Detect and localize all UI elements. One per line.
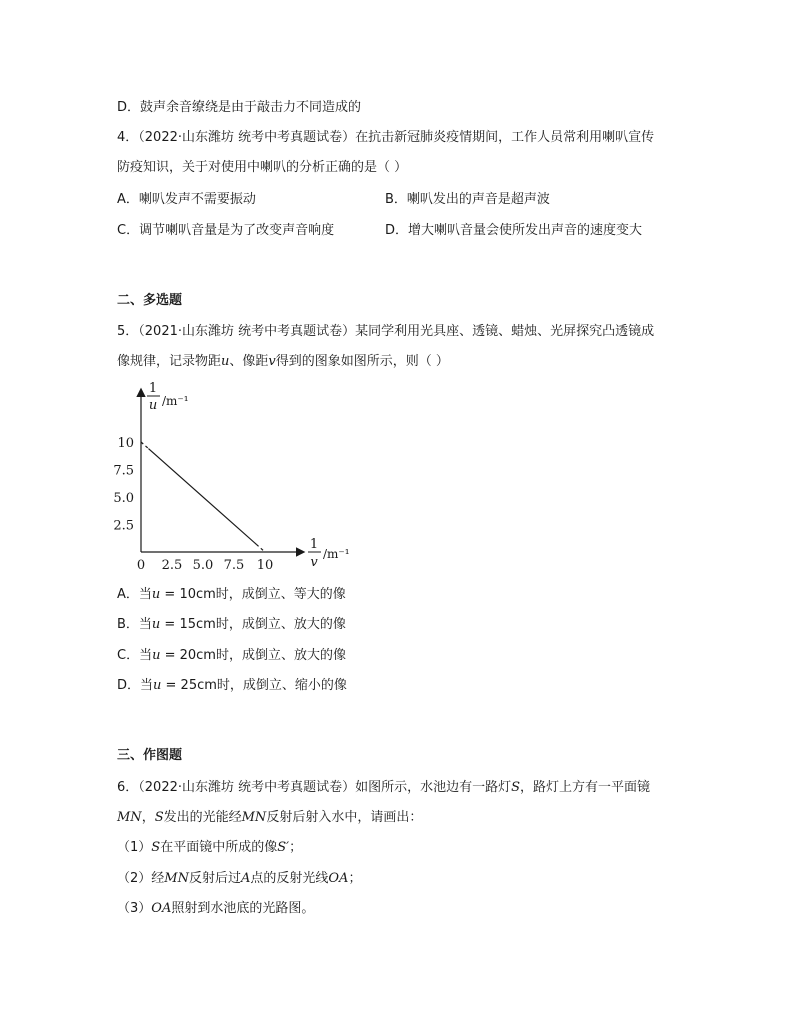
q4-stem-line1: 4．（2022·山东潍坊 统考中考真题试卷）在抗击新冠肺炎疫情期间，工作人员常利用喇叭宣传 <box>117 130 655 145</box>
y-tick-label: 10 <box>117 436 134 451</box>
q5-option-c: C．当u = 20cm时，成倒立、放大的像 <box>117 648 346 663</box>
x-tick-label: 7.5 <box>223 558 245 573</box>
x-tick-label: 2.5 <box>161 558 183 573</box>
x-tick-label: 5.0 <box>192 558 214 573</box>
q5-option-a: A．当u = 10cm时，成倒立、等大的像 <box>117 587 346 602</box>
x-axis-label-numerator: 1 <box>309 537 319 552</box>
q6-sub1: （1）S在平面镜中所成的像S′； <box>117 840 303 855</box>
y-axis-label-denominator: u <box>148 398 158 413</box>
y-tick-label: 5.0 <box>113 491 134 506</box>
q5-option-d: D．当u = 25cm时，成倒立、缩小的像 <box>117 678 347 693</box>
q6-sub2: （2）经MN反射后过A点的反射光线OA； <box>117 871 362 886</box>
q6-stem-line1: 6．（2022·山东潍坊 统考中考真题试卷）如图所示，水池边有一路灯S，路灯上方有一平面镜 <box>117 780 651 795</box>
section-title-multiple-choice: 二、多选题 <box>117 293 183 308</box>
q3-option-d: D．鼓声余音缭绕是由于敲击力不同造成的 <box>117 100 362 115</box>
q5-stem-line1: 5．（2021·山东潍坊 统考中考真题试卷）某同学利用光具座、透镜、蜡烛、光屏探究凸透镜成 <box>117 324 655 339</box>
graph-line-dashed-segment <box>141 442 148 449</box>
q4-stem-line2: 防疫知识，关于对使用中喇叭的分析正确的是（ ） <box>117 160 408 175</box>
q5-stem-line2: 像规律，记录物距u、像距v得到的图象如图所示，则（ ） <box>117 354 449 369</box>
inverse-distance-graph <box>110 378 360 578</box>
y-axis-label-unit: /m⁻¹ <box>162 394 189 408</box>
y-tick-label: 7.5 <box>113 463 134 479</box>
graph-line-solid-segment <box>148 449 256 545</box>
q6-sub3: （3）OA照射到水池底的光路图。 <box>117 901 315 916</box>
q4-option-b: B．喇叭发出的声音是超声波 <box>385 192 550 207</box>
q4-option-a: A．喇叭发声不需要振动 <box>117 192 256 207</box>
section-title-drawing: 三、作图题 <box>117 748 183 763</box>
q6-stem-line2: MN，S发出的光能经MN反射后射入水中，请画出： <box>117 810 423 825</box>
origin-label: 0 <box>136 558 146 573</box>
x-tick-label: 10 <box>256 558 274 573</box>
q5-option-b: B．当u = 15cm时，成倒立、放大的像 <box>117 617 346 632</box>
y-tick-label: 2.5 <box>113 518 134 534</box>
x-axis-label-denominator: v <box>310 555 318 570</box>
q4-option-c: C．调节喇叭音量是为了改变声音响度 <box>117 223 335 238</box>
q4-option-d: D．增大喇叭音量会使所发出声音的速度变大 <box>385 223 643 238</box>
x-axis-label-unit: /m⁻¹ <box>323 547 350 561</box>
graph-line-dashed-segment <box>256 544 265 552</box>
y-axis-label-numerator: 1 <box>148 381 158 396</box>
